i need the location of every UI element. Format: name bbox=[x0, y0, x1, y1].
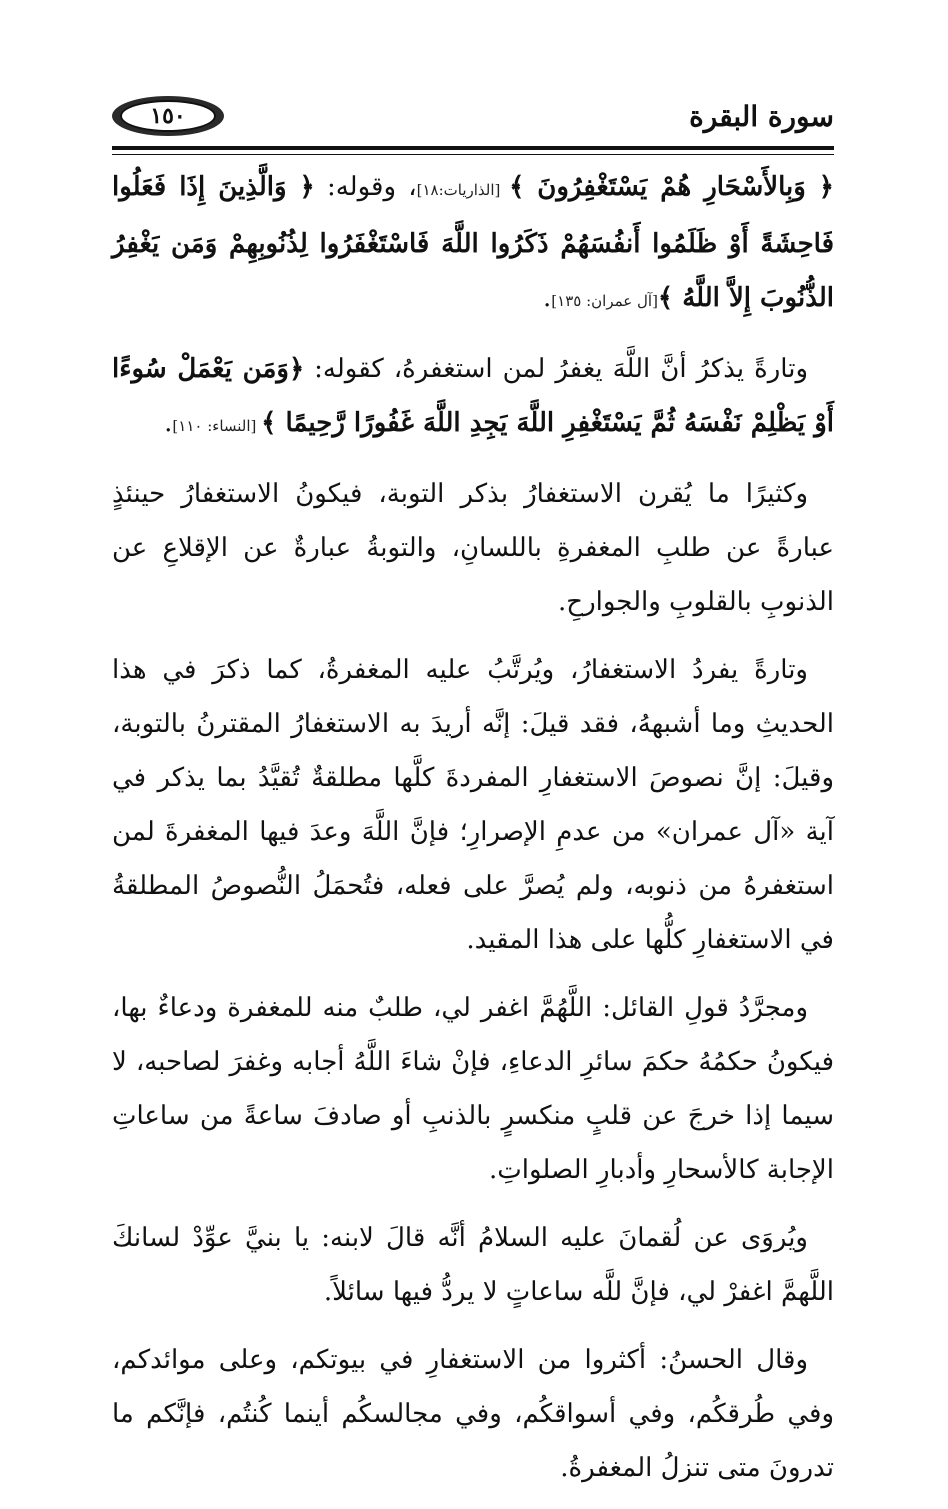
paragraph bbox=[112, 160, 834, 328]
page-number: ١٥٠ bbox=[120, 100, 216, 132]
verse-reference: [النساء: ١١٠] bbox=[172, 417, 262, 435]
quran-verse: ﴿وَمَن يَعْمَلْ سُوءًا أَوْ يَظْلِمْ نَفْسَهُ ثُمَّ يَسْتَغْفِرِ اللَّهَ يَجِدِ اللَّهَ غَفُورًا رَّحِيمًا ﴾ bbox=[112, 354, 834, 438]
quran-verse: ﴿ وَبِالأَسْحَارِ هُمْ يَسْتَغْفِرُونَ ﴾ bbox=[509, 172, 835, 202]
body-text: ، وقوله: bbox=[314, 172, 417, 202]
body-text: ومجرَّدُ قولِ القائل: اللَّهُمَّ اغفر لي، طلبٌ منه للمغفرة ودعاءٌ بها، فيكونُ حكمُهُ حكمَ سائرِ الدعاءِ، فإنْ شاءَ اللَّهُ أجابه وغفرَ لصاحبه، لا سيما إذا خرجَ عن قلبٍ منكسرٍ بالذنبِ أو صادفَ ساعةً من ساعاتِ الإجابة كالأسحارِ وأدبارِ الصلواتِ. bbox=[112, 993, 834, 1185]
body-text: . bbox=[543, 283, 552, 313]
page-body bbox=[112, 160, 834, 1509]
body-text: ويُروَى عن لُقمانَ عليه السلامُ أنَّه قالَ لابنه: يا بنيَّ عوِّدْ لسانكَ اللَّهمَّ اغفرْ لي، فإنَّ للَّه ساعاتٍ لا يردُّ فيها سائلاً. bbox=[112, 1223, 834, 1307]
body-text: وكثيرًا ما يُقرن الاستغفارُ بذكر التوبة، فيكونُ الاستغفارُ حينئذٍ عبارةً عن طلبِ المغفرةِ باللسانِ، والتوبةُ عبارةٌ عن الإقلاعِ عن الذنوبِ بالقلوبِ والجوارحِ. bbox=[112, 479, 834, 617]
paragraph bbox=[112, 342, 834, 453]
paragraph bbox=[112, 981, 834, 1197]
body-text: وتارةً يفردُ الاستغفارُ، ويُرتَّبُ عليه المغفرةُ، كما ذكرَ في هذا الحديثِ وما أشبههُ، فقد قيلَ: إنَّه أريدَ به الاستغفارُ المقترنُ بالتوبة، وقيلَ: إنَّ نصوصَ الاستغفارِ المفردةَ كلَّها مطلقةٌ تُقيَّدُ بما يذكر في آية «آل عمران» من عدمِ الإصرارِ؛ فإنَّ اللَّهَ وعدَ فيها المغفرةَ لمن استغفرهُ من ذنوبه، ولم يُصرَّ على فعله، فتُحمَلُ النُّصوصُ المطلقةُ في الاستغفارِ كلُّها على هذا المقيد. bbox=[112, 655, 835, 955]
header-rule-thick bbox=[112, 146, 834, 150]
verse-reference: [الذاريات:١٨] bbox=[416, 181, 510, 199]
page-header bbox=[112, 84, 834, 144]
body-text: . bbox=[164, 408, 173, 438]
paragraph bbox=[112, 643, 834, 967]
paragraph bbox=[112, 467, 834, 629]
quran-verse: ﴿ وَالَّذِينَ إِذَا فَعَلُوا فَاحِشَةً أَوْ ظَلَمُوا أَنفُسَهُمْ ذَكَرُوا اللَّهَ فَاسْتَغْفَرُوا لِذُنُوبِهِمْ وَمَن يَغْفِرُ الذُّنُوبَ إِلاَّ اللَّهُ ﴾ bbox=[112, 172, 834, 313]
verse-reference: [آل عمران: ١٣٥] bbox=[551, 292, 658, 310]
body-text: وقال الحسنُ: أكثروا من الاستغفارِ في بيوتكم، وعلى موائدكم، وفي طُرقكُم، وفي أسواقكُم، وفي مجالسكُم أينما كُنتُم، فإنَّكم ما تدرونَ متى تنزلُ المغفرةُ. bbox=[112, 1345, 835, 1483]
paragraph bbox=[112, 1333, 834, 1495]
page-number-badge bbox=[112, 96, 224, 136]
surah-title: سورة البقرة bbox=[689, 100, 834, 133]
header-rule-thin bbox=[112, 154, 834, 155]
body-text: وتارةً يذكرُ أنَّ اللَّهَ يغفرُ لمن استغفرهُ، كقوله: bbox=[304, 354, 809, 384]
paragraph bbox=[112, 1211, 834, 1319]
